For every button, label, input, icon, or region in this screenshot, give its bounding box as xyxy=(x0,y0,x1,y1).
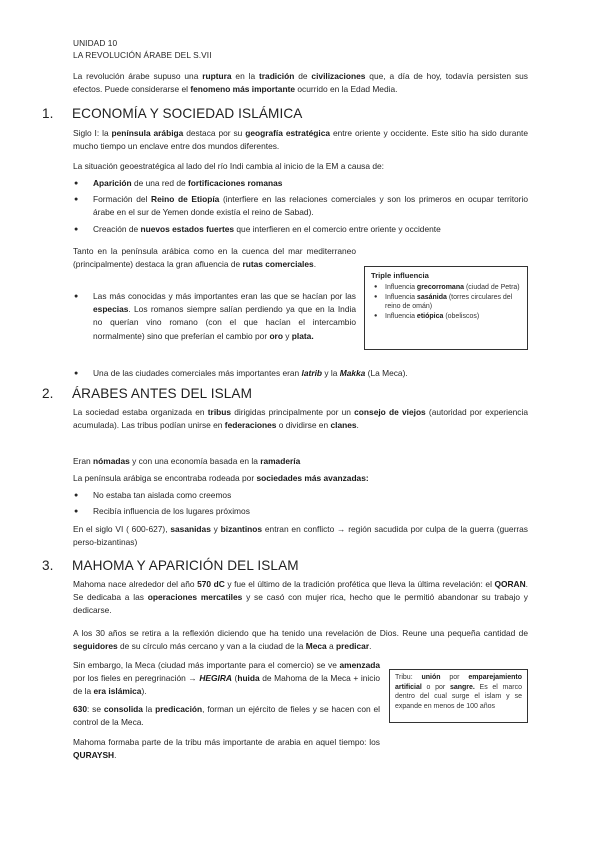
list-item: ● Aparición de una red de fortificaciones romanas xyxy=(73,177,528,190)
tribe-definition-text: Tribu: unión por emparejamiento artificial o por sangre. Es el marco dentro del cual surge el islam y se expande en menos de 100 años xyxy=(395,674,522,710)
section-3-title: MAHOMA Y APARICIÓN DEL ISLAM xyxy=(72,558,299,573)
triple-influence-title: Triple influencia xyxy=(371,271,429,280)
s3-paragraph-3: Sin embargo, la Meca (ciudad más importante para el comercio) se ve amenzada por los fieles en peregrinación → HEGIRA (huida de Mahoma de la Meca + inicio de la era islámica). xyxy=(73,660,381,697)
section-3-heading xyxy=(42,558,542,574)
section-2-title: ÁRABES ANTES DEL ISLAM xyxy=(72,386,252,401)
section-2-heading xyxy=(42,386,542,402)
triple-influence-list xyxy=(371,283,521,321)
intro-paragraph: La revolución árabe supuso una ruptura en la tradición de civilizaciones que, a día de hoy, todavía persisten sus efectos. Puede considerarse el fenomeno más importante ocurrido en la Edad Media. xyxy=(73,71,528,95)
s1-bullet-list-2 xyxy=(73,290,356,346)
s3-paragraph-1: Mahoma nace alrededor del año 570 dC y fue el último de la tradición profética que lleva la última revelación: el QORAN. Se dedicaba a las operaciones mercatiles y se casó con mujer rica, hecho que le permitió abandonar su trabajo y dedicarse. xyxy=(73,579,528,616)
list-item: ● Creación de nuevos estados fuertes que interfieren en el comercio entre oriente y occidente xyxy=(73,223,528,236)
s2-bullet-list xyxy=(73,489,528,521)
s1-bullet-list xyxy=(73,177,528,239)
list-item: ● Formación del Reino de Etiopía (interfiere en las relaciones comerciales y son los primeros en ocupar territorio árabe en el sur de Yemen donde existía el reino de Sabad). xyxy=(73,193,528,219)
s2-paragraph-2: Eran nómadas y con una economía basada en la ramadería xyxy=(73,456,301,466)
unit-subtitle: LA REVOLUCIÓN ÁRABE DEL S.VII xyxy=(73,50,212,60)
s1-paragraph-2: La situación geoestratégica al lado del río Indi cambia al inicio de la EM a causa de: xyxy=(73,161,384,171)
section-3-number: 3. xyxy=(42,558,54,573)
list-item: ● Influencia grecorromana (ciudad de Petra) xyxy=(371,283,521,293)
section-1-title: ECONOMÍA Y SOCIEDAD ISLÁMICA xyxy=(72,106,303,121)
list-item: ● Influencia sasánida (torres circulares del reino de omán) xyxy=(371,293,521,312)
list-item: ● Recibía influencia de los lugares próximos xyxy=(73,505,528,518)
unit-label: UNIDAD 10 xyxy=(73,38,118,48)
s3-paragraph-5: Mahoma formaba parte de la tribu más importante de arabia en aquel tiempo: los QURAYSH. xyxy=(73,737,380,761)
section-1-number: 1. xyxy=(42,106,54,121)
s3-paragraph-2: A los 30 años se retira a la reflexión diciendo que ha tenido una revelación de Dios. Reune una pequeña cantidad de seguidores de su círculo más cercano y van a la ciudad de la Meca a predicar. xyxy=(73,628,528,652)
list-item: ● No estaba tan aislada como creemos xyxy=(73,489,528,502)
s1-paragraph-3: Tanto en la península arábica como en la cuenca del mar mediterraneo (principalmente) destaca la gran afluencia de rutas comerciales. xyxy=(73,246,356,270)
list-item: ● Una de las ciudades comerciales más importantes eran latrib y la Makka (La Meca). xyxy=(73,367,528,380)
s2-paragraph-3: La península arábiga se encontraba rodeada por sociedades más avanzadas: xyxy=(73,473,369,483)
triple-influence-box xyxy=(364,266,528,350)
section-2-number: 2. xyxy=(42,386,54,401)
tribe-definition-box xyxy=(389,669,528,723)
list-item: ● Influencia etiópica (obeliscos) xyxy=(371,312,521,322)
section-1-heading xyxy=(42,106,542,122)
s1-paragraph-1: Siglo I: la península arábiga destaca por su geografía estratégica entre oriente y occidente. Este sitio ha sido durante mucho tiempo un enclave entre dos mundos diferentes. xyxy=(73,128,528,152)
list-item: ● Las más conocidas y más importantes eran las que se hacían por las especias. Los romanos siempre salían perdiendo ya que en la India no querían vino romano (con el que hacían el intercambio normalmente) sino que preferían el cambio por oro y plata. xyxy=(73,290,356,343)
s2-paragraph-1: La sociedad estaba organizada en tribus dirigidas principalmente por un consejo de viejos (autoridad por experiencia acumulada). Las tribus podían unirse en federaciones o dividirse en clanes. xyxy=(73,407,528,431)
s1-bullet-list-3 xyxy=(73,367,528,383)
s3-paragraph-4: 630: se consolida la predicación, forman un ejército de fieles y se hacen con el control de la Meca. xyxy=(73,704,380,728)
s2-paragraph-4: En el siglo VI ( 600-627), sasanidas y bizantinos entran en conflicto → región sacudida por culpa de la guerra (guerras perso-bizantinas) xyxy=(73,524,528,548)
